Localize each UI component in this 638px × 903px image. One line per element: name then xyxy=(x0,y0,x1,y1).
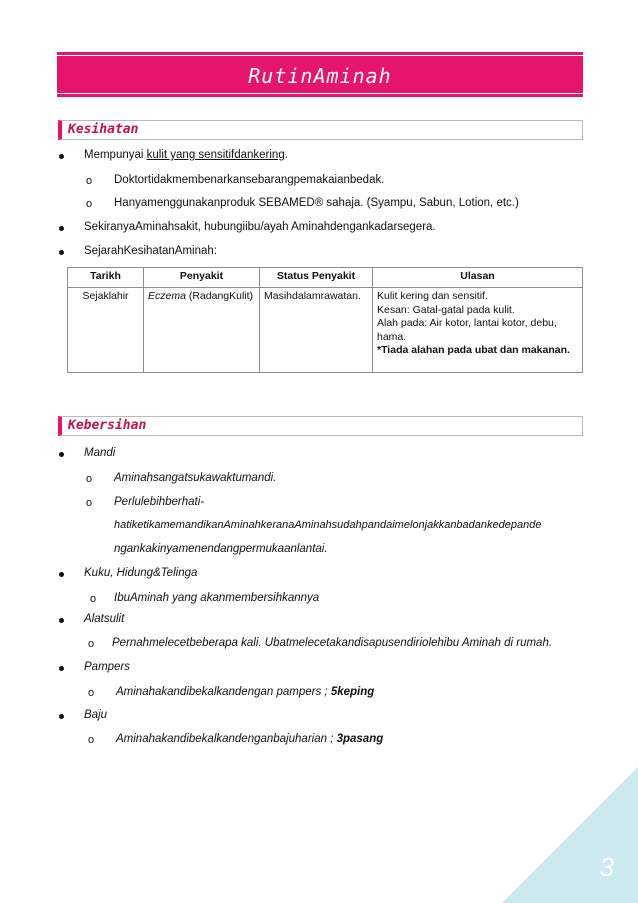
title-banner xyxy=(57,52,583,97)
health-item-skin-underlined: kulit yang sensitifdankering xyxy=(146,149,285,161)
bullet-icon xyxy=(59,226,64,231)
table-row xyxy=(68,288,583,373)
note-line: Kesan: Gatal-gatal pada kulit. xyxy=(377,303,515,316)
sub-bullet-icon: o xyxy=(86,473,93,485)
section-heading-health xyxy=(58,120,583,140)
cell-notes xyxy=(373,288,583,373)
table-header-cell: Ulasan xyxy=(373,268,583,288)
hygiene-sub-baju-qty: 3pasang xyxy=(336,733,384,745)
hygiene-item-mandi: Mandi xyxy=(84,447,116,459)
hygiene-sub-kuku: IbuAminah yang akanmembersihkannya xyxy=(114,592,320,604)
sub-bullet-icon: o xyxy=(86,497,93,509)
section-heading-hygiene xyxy=(58,416,583,436)
health-item-skin xyxy=(84,149,288,161)
note-line-bold: *Tiada alahan pada ubat dan makanan. xyxy=(377,344,570,356)
section-heading-hygiene-label: Kebersihan xyxy=(68,418,147,433)
sub-bullet-icon: o xyxy=(88,638,95,650)
table-header-row xyxy=(68,268,583,288)
table-header-cell: Penyakit xyxy=(144,268,260,288)
sub-bullet-icon: o xyxy=(88,687,95,699)
sub-bullet-icon: o xyxy=(90,593,97,605)
hygiene-sub-pampers-text: Aminahakandibekalkandengan pampers ; xyxy=(116,686,331,698)
health-item-skin-post: . xyxy=(284,149,288,161)
hygiene-item-alat: Alatsulit xyxy=(84,613,125,625)
bullet-icon xyxy=(59,154,64,159)
health-sub-sebamed: Hanyamenggunakanproduk SEBAMED® sahaja. (Syampu, Sabun, Lotion, etc.) xyxy=(114,197,519,209)
page-number: 3 xyxy=(599,852,614,882)
page-corner-decoration xyxy=(502,767,638,903)
health-item-sick: SekiranyaAminahsakit, hubungiibu/ayah Aminahdengankadarsegera. xyxy=(84,221,436,233)
hygiene-sub-mandi-2b: hatiketikamemandikanAminahkeranaAminahsudahpandaimelonjakkanbadankedepande xyxy=(114,519,542,531)
hygiene-sub-mandi-2a: Perlulebihberhati- xyxy=(114,496,205,508)
hygiene-sub-pampers-qty: 5keping xyxy=(330,686,375,698)
hygiene-item-baju: Baju xyxy=(84,709,108,721)
banner-bottom-rule xyxy=(57,93,583,94)
hygiene-sub-alat: Pernahmelecetbeberapa kali. Ubatmelecetakandisapusendiriolehibu Aminah di rumah. xyxy=(112,637,553,649)
health-item-history: SejarahKesihatanAminah: xyxy=(84,245,217,257)
cell-date: Sejaklahir xyxy=(68,288,144,373)
sub-bullet-icon: o xyxy=(86,175,93,187)
note-line: Alah pada: Air kotor, lantai kotor, debu, hama. xyxy=(377,317,557,343)
cell-disease-italic: Eczema xyxy=(148,290,186,302)
sub-bullet-icon: o xyxy=(86,198,93,210)
table-header-cell: Status Penyakit xyxy=(260,268,373,288)
cell-disease xyxy=(144,288,260,373)
section-heading-health-label: Kesihatan xyxy=(68,122,139,137)
sub-bullet-icon: o xyxy=(88,734,95,746)
note-line: Kulit kering dan sensitif. xyxy=(377,290,488,302)
hygiene-sub-mandi-2c: ngankakinyamenendangpermukaanlantai. xyxy=(114,543,328,555)
hygiene-sub-baju xyxy=(116,733,383,745)
corner-triangle xyxy=(502,767,638,903)
banner-top-rule xyxy=(57,55,583,56)
table-header-cell: Tarikh xyxy=(68,268,144,288)
bullet-icon xyxy=(59,250,64,255)
bullet-icon xyxy=(59,666,64,671)
hygiene-sub-pampers xyxy=(116,686,374,698)
hygiene-item-kuku: Kuku, Hidung&Telinga xyxy=(84,567,198,579)
hygiene-sub-baju-text: Aminahakandibekalkandenganbajuharian ; xyxy=(116,733,337,745)
page-title: RutinAminah xyxy=(248,64,392,88)
bullet-icon xyxy=(59,452,64,457)
hygiene-item-pampers: Pampers xyxy=(84,661,131,673)
bullet-icon xyxy=(59,618,64,623)
cell-disease-rest: (RadangKulit) xyxy=(185,290,254,302)
cell-status: Masihdalamrawatan. xyxy=(260,288,373,373)
health-sub-bedak: Doktortidakmembenarkansebarangpemakaianbedak. xyxy=(114,174,385,186)
bullet-icon xyxy=(59,714,64,719)
hygiene-sub-mandi-1: Aminahsangatsukawaktumandi. xyxy=(114,472,277,484)
health-history-table xyxy=(67,267,583,373)
health-item-skin-pre: Mempunyai xyxy=(84,149,147,161)
bullet-icon xyxy=(59,572,64,577)
